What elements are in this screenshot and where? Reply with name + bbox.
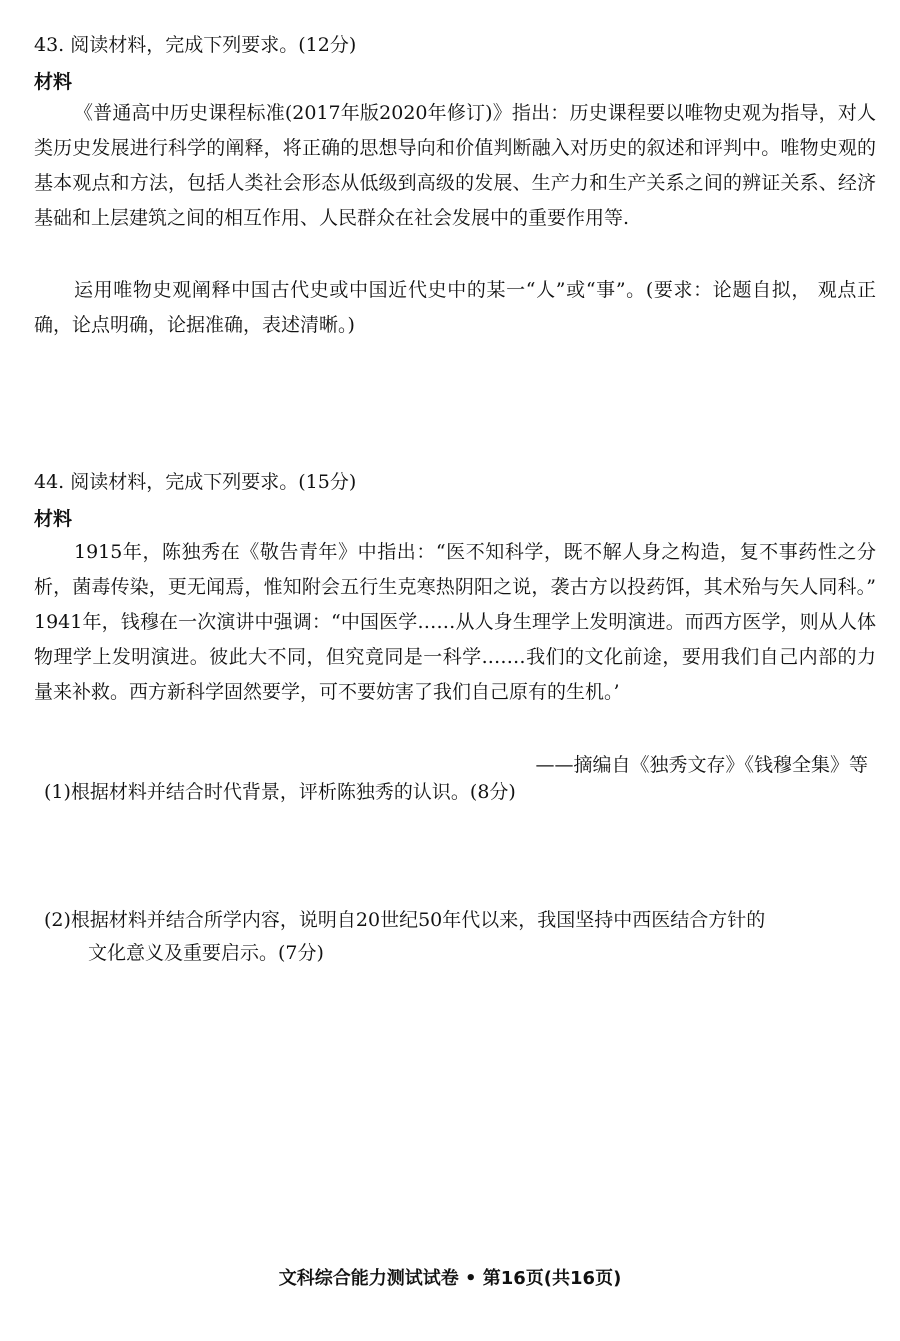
question-44-sub-2-line-1: (2)根据材料并结合所学内容，说明自20世纪50年代以来，我国坚持中西医结合方针的 bbox=[44, 909, 766, 931]
question-44-sub-2-line-2: 文化意义及重要启示。(7分) bbox=[88, 942, 324, 964]
question-44-heading: 44. 阅读材料，完成下列要求。(15分) bbox=[34, 471, 357, 493]
question-43-material-text: 《普通高中历史课程标准(2017年版2020年修订)》指出：历史课程要以唯物史观为指导，对人类历史发展进行科学的阐释，将正确的思想导向和价值判断融入对历史的叙述和评判中。唯物史观的基本观点和方法，包括人类社会形态从低级到高级的发展、生产力和生产关系之间的辨证关系、经济基础和上层建筑之间的相互作用、人民群众在社会发展中的重要作用等. bbox=[34, 102, 876, 229]
question-44-sub-1: (1)根据材料并结合时代背景，评析陈独秀的认识。(8分) bbox=[44, 781, 516, 803]
question-44-material-label: 材料 bbox=[34, 508, 73, 530]
question-43-material-label: 材料 bbox=[34, 71, 73, 93]
question-43-task-text: 运用唯物史观阐释中国古代史或中国近代史中的某一“人”或“事”。(要求：论题自拟， 观点正确，论点明确，论据准确，表述清晰。) bbox=[34, 279, 876, 336]
question-44-sub-2 bbox=[44, 904, 765, 970]
question-44-material-text: 1915年，陈独秀在《敬告青年》中指出：“医不知科学，既不解人身之构造，复不事药性之分析，菌毒传染，更无闻焉，惟知附会五行生克寒热阴阳之说，袭古方以投药饵，其术殆与矢人同科。” 1941年，钱穆在一次演讲中强调：“中国医学……从人身生理学上发明演进。而西方医学，则从人体物理学上发明演进。彼此大不同，但究竟同是一科学.……我们的文化前途，要用我们自己内部的力量来补救。西方新科学固然要学，可不要妨害了我们自己原有的生机。’ bbox=[34, 541, 876, 703]
question-44-source: ——摘编自《独秀文存》《钱穆全集》等 bbox=[535, 754, 868, 776]
question-43-heading: 43. 阅读材料，完成下列要求。(12分) bbox=[34, 34, 357, 56]
page-footer: 文科综合能力测试试卷 • 第16页(共16页) bbox=[278, 1268, 622, 1289]
